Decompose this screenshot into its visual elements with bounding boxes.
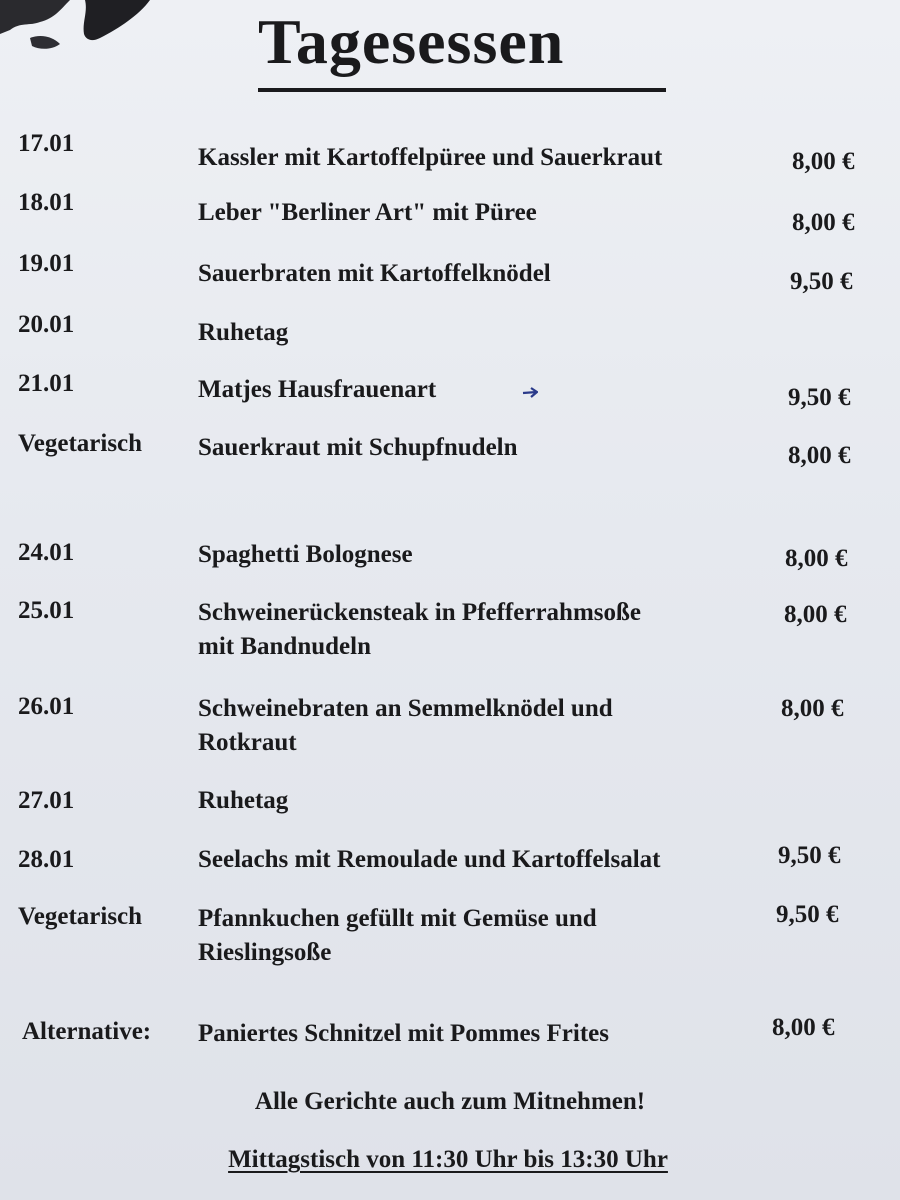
corner-smudge — [0, 0, 160, 70]
dish-price: 8,00 € — [788, 442, 851, 469]
dish-name: Paniertes Schnitzel mit Pommes Frites — [198, 1020, 609, 1047]
dish-price: 9,50 € — [790, 268, 853, 295]
day-label: 25.01 — [18, 597, 75, 624]
dish-name: Ruhetag — [198, 319, 289, 346]
day-label: Vegetarisch — [18, 903, 143, 930]
day-label: 18.01 — [18, 189, 75, 216]
dish-name: Matjes Hausfrauenart — [198, 376, 437, 403]
day-label: Vegetarisch — [18, 430, 143, 457]
dish-name: Ruhetag — [198, 787, 289, 814]
day-label: 27.01 — [18, 787, 75, 814]
dish-price: 8,00 € — [781, 695, 844, 722]
dish-name: Seelachs mit Remoulade und Kartoffelsalat — [198, 846, 661, 873]
page-title: Tagesessen — [258, 6, 565, 77]
day-label: 17.01 — [18, 130, 75, 157]
takeaway-note: Alle Gerichte auch zum Mitnehmen! — [254, 1088, 646, 1115]
dish-price: 8,00 € — [785, 545, 848, 572]
dish-price: 8,00 € — [792, 209, 855, 236]
day-label: 21.01 — [18, 370, 75, 397]
dish-name: Kassler mit Kartoffelpüree und Sauerkraut — [198, 144, 663, 171]
lunch-hours-note: Mittagstisch von 11:30 Uhr bis 13:30 Uhr — [228, 1146, 668, 1173]
dish-price: 8,00 € — [772, 1014, 835, 1041]
dish-price: 9,50 € — [778, 842, 841, 869]
title-underline — [258, 88, 666, 92]
dish-name: Sauerkraut mit Schupfnudeln — [198, 434, 518, 461]
dish-name: Spaghetti Bolognese — [198, 541, 413, 568]
day-label: Alternative: — [22, 1018, 152, 1045]
dish-name: Pfannkuchen gefüllt mit Gemüse und Rieslingsoße — [198, 905, 597, 966]
dish-price: 8,00 € — [784, 601, 847, 628]
dish-price: 9,50 € — [776, 901, 839, 928]
dish-name: Schweinebraten an Semmelknödel und Rotkraut — [198, 695, 613, 756]
day-label: 20.01 — [18, 311, 75, 338]
day-label: 26.01 — [18, 693, 75, 720]
day-label: 24.01 — [18, 539, 75, 566]
day-label: 19.01 — [18, 250, 75, 277]
dish-price: 9,50 € — [788, 384, 851, 411]
dish-name: Schweinerückensteak in Pfefferrahmsoße mit Bandnudeln — [198, 599, 641, 660]
dish-name: Leber "Berliner Art" mit Püree — [198, 199, 537, 226]
dish-name: Sauerbraten mit Kartoffelknödel — [198, 260, 551, 287]
day-label: 28.01 — [18, 846, 75, 873]
dish-price: 8,00 € — [792, 148, 855, 175]
pin-mark-icon — [522, 387, 538, 399]
